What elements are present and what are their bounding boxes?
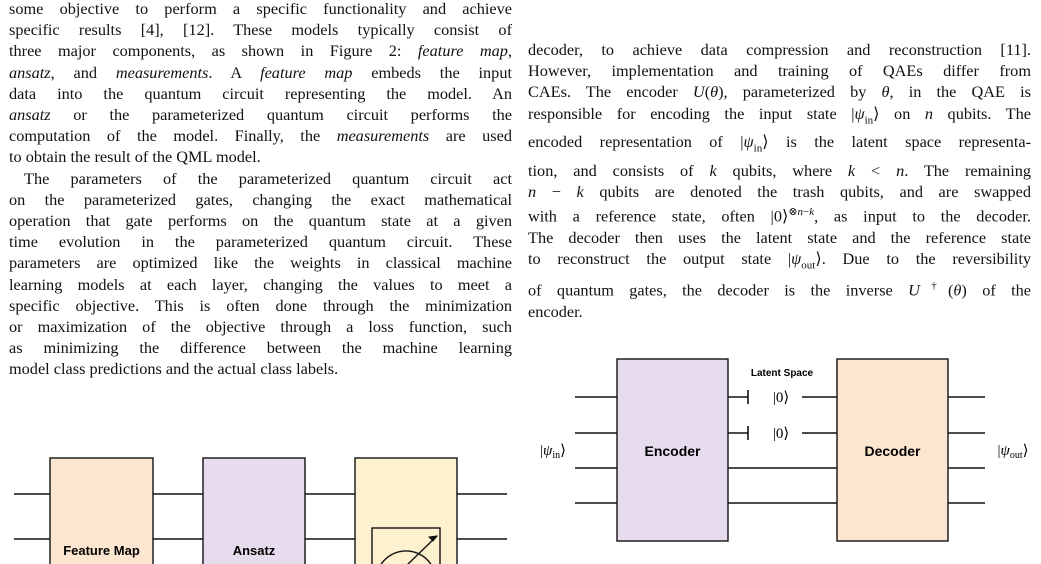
- text-line: to reconstruct the output state $|\psi_{out}⟩$. Due to the reversibility: [528, 248, 1031, 271]
- text-line: as minimizing the difference between the machine learning: [9, 338, 512, 358]
- figure-qml-pipeline: [14, 458, 507, 564]
- text-line: learning models at each layer, changing the values to meet a: [9, 274, 512, 294]
- text-line: CAEs. The encoder U(θ), parameterized by θ, in the QAE is: [528, 82, 1031, 102]
- text-line: time evolution in the parameterized quantum circuit. These: [9, 232, 512, 252]
- figure-quantum-autoencoder: [540, 359, 1028, 541]
- reference-state-ket: |0⟩: [772, 390, 790, 406]
- text-line: some objective to perform a specific functionality and achieve: [9, 0, 512, 18]
- text-line: specific results [4], [12]. These models typically consist of: [9, 20, 512, 40]
- text-line: The parameters of the parameterized quantum circuit act: [24, 168, 512, 188]
- text-line: of quantum gates, the decoder is the inverse U†(θ) of the: [528, 280, 1032, 300]
- reference-state-ket: |0⟩: [772, 426, 790, 442]
- text-line: model class predictions and the actual class labels.: [9, 359, 339, 379]
- text-line: decoder, to achieve data compression and reconstruction [11].: [528, 40, 1031, 59]
- text-line: computation of the model. Finally, the measurements are used: [9, 126, 512, 146]
- text-line: or maximization of the objective through a loss function, such: [9, 317, 512, 337]
- ansatz-label: Ansatz: [232, 543, 276, 558]
- text-line: tion, and consists of k qubits, where k < n. The remaining: [528, 160, 1032, 180]
- text-line: to obtain the result of the QML model.: [9, 147, 261, 167]
- text-line: specific objective. This is often done through the minimization: [9, 295, 512, 315]
- text-line: encoded representation of $|\psi_{in}⟩$ is the latent space representa-: [528, 132, 1031, 155]
- text-line: on the parameterized gates, changing the exact mathematical: [9, 189, 512, 209]
- input-state-ket: $|\psi_{in}⟩$: [540, 443, 566, 461]
- text-line: However, implementation and training of QAEs differ from: [528, 61, 1031, 81]
- text-line: three major components, as shown in Figure 2: feature map,: [9, 41, 513, 61]
- text-line: ansatz, and measurements. A feature map embeds the input: [9, 62, 512, 82]
- measurement-block: [355, 458, 457, 564]
- latent-space-label: Latent Space: [750, 368, 814, 379]
- text-line: ansatz or the parameterized quantum circuit performs the: [9, 105, 512, 125]
- feature-map-label: Feature Map: [63, 543, 140, 558]
- text-line: responsible for encoding the input state $|\psi_{in}⟩$ on n qubits. The: [528, 103, 1031, 126]
- text-line: The decoder then uses the latent state and the reference state: [528, 227, 1031, 247]
- text-line: encoder.: [528, 301, 583, 321]
- text-line: data into the quantum circuit representing the model. An: [9, 83, 512, 103]
- text-line: parameters are optimized like the weights in classical machine: [9, 253, 512, 273]
- output-state-ket: $|\psi_{out}⟩$: [997, 443, 1029, 461]
- text-line: with a reference state, often |0⟩$^{\otimes n-k}$, as input to the decoder.: [528, 205, 1031, 226]
- encoder-label: Encoder: [644, 443, 701, 459]
- text-line: n − k qubits are denoted the trash qubits, and are swapped: [528, 181, 1031, 201]
- text-line: operation that gate performs on the quantum state at a given: [9, 211, 512, 231]
- decoder-label: Decoder: [864, 443, 921, 459]
